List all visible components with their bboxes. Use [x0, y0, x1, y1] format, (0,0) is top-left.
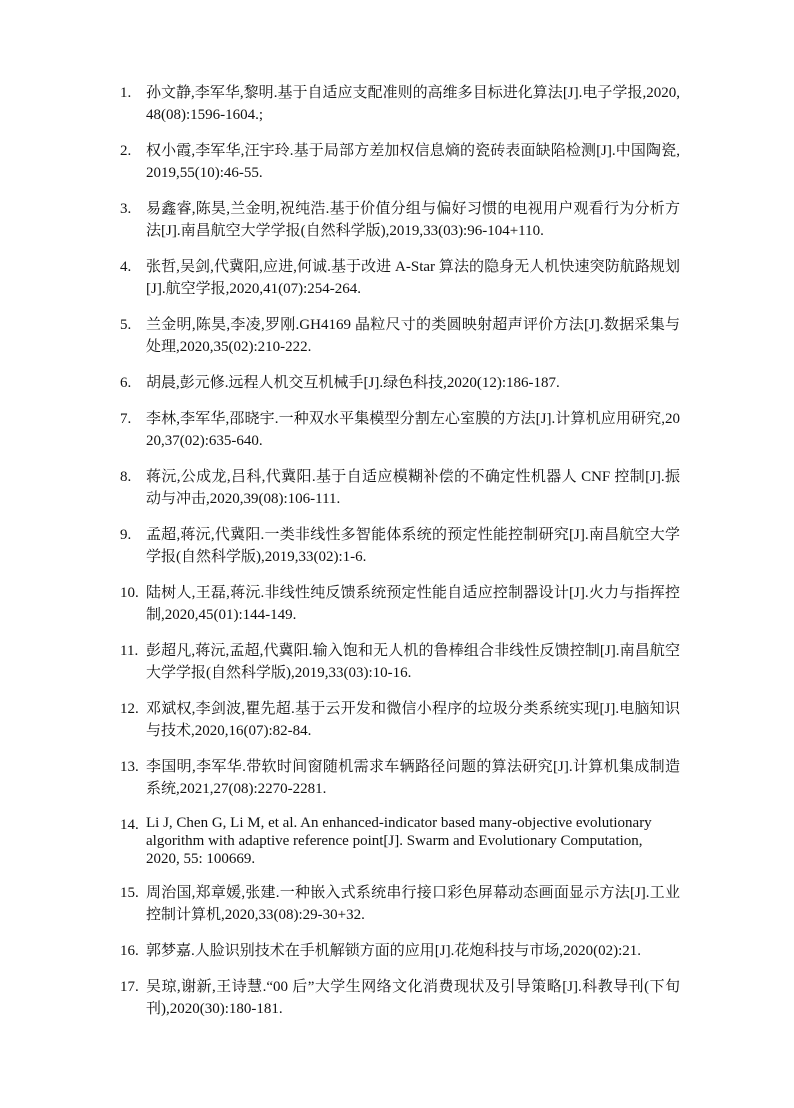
- reference-item: [120, 582, 680, 626]
- reference-text: 吴琼,谢新,王诗慧.“00 后”大学生网络文化消费现状及引导策略[J].科教导刊(下旬刊),2020(30):180-181.: [146, 979, 680, 1017]
- reference-item: [120, 756, 680, 800]
- reference-number: 1.: [120, 85, 132, 101]
- reference-item: [120, 314, 680, 358]
- reference-number: 10.: [120, 585, 139, 601]
- reference-item: [120, 256, 680, 300]
- reference-number: 14.: [120, 817, 139, 833]
- reference-number: 7.: [120, 411, 132, 427]
- reference-item: [120, 524, 680, 568]
- reference-text: 陆树人,王磊,蒋沅.非线性纯反馈系统预定性能自适应控制器设计[J].火力与指挥控制,2020,45(01):144-149.: [146, 585, 680, 623]
- reference-text: 张哲,吴剑,代冀阳,应进,何诚.基于改进 A-Star 算法的隐身无人机快速突防航路规划[J].航空学报,2020,41(07):254-264.: [146, 259, 680, 297]
- reference-list: [120, 82, 680, 1034]
- reference-text: 李国明,李军华.带软时间窗随机需求车辆路径问题的算法研究[J].计算机集成制造系统,2021,27(08):2270-2281.: [146, 759, 680, 797]
- reference-text: 权小霞,李军华,汪宇玲.基于局部方差加权信息熵的瓷砖表面缺陷检测[J].中国陶瓷,2019,55(10):46-55.: [146, 143, 680, 181]
- reference-text: 孙文静,李军华,黎明.基于自适应支配准则的高维多目标进化算法[J].电子学报,2020,48(08):1596-1604.;: [146, 85, 680, 123]
- reference-text: 胡晨,彭元修.远程人机交互机械手[J].绿色科技,2020(12):186-187.: [146, 375, 560, 391]
- reference-item: [120, 372, 680, 394]
- reference-item: [120, 882, 680, 926]
- reference-item: [120, 976, 680, 1020]
- reference-text: 李林,李军华,邵晓宇.一种双水平集模型分割左心室膜的方法[J].计算机应用研究,2020,37(02):635-640.: [146, 411, 680, 449]
- reference-text: 彭超凡,蒋沅,孟超,代冀阳.输入饱和无人机的鲁棒组合非线性反馈控制[J].南昌航空大学学报(自然科学版),2019,33(03):10-16.: [146, 643, 680, 681]
- reference-item: [120, 82, 680, 126]
- reference-number: 8.: [120, 469, 132, 485]
- reference-number: 2.: [120, 143, 132, 159]
- reference-number: 11.: [120, 643, 139, 659]
- reference-item: [120, 940, 680, 962]
- reference-item: [120, 466, 680, 510]
- reference-item: [120, 198, 680, 242]
- reference-number: 12.: [120, 701, 139, 717]
- reference-item: [120, 814, 680, 868]
- reference-item: [120, 408, 680, 452]
- reference-item: [120, 698, 680, 742]
- reference-text: 蒋沅,公成龙,吕科,代冀阳.基于自适应模糊补偿的不确定性机器人 CNF 控制[J].振动与冲击,2020,39(08):106-111.: [146, 469, 680, 507]
- reference-text: Li J, Chen G, Li M, et al. An enhanced-indicator based many-objective evolutionary algorithm with adaptive reference point[J]. Swarm and Evolutionary Computation, 2020, 55: 100669.: [146, 815, 652, 867]
- reference-text: 周治国,郑章媛,张建.一种嵌入式系统串行接口彩色屏幕动态画面显示方法[J].工业控制计算机,2020,33(08):29-30+32.: [146, 885, 680, 923]
- reference-number: 4.: [120, 259, 132, 275]
- reference-number: 5.: [120, 317, 132, 333]
- reference-number: 3.: [120, 201, 132, 217]
- reference-text: 孟超,蒋沅,代冀阳.一类非线性多智能体系统的预定性能控制研究[J].南昌航空大学学报(自然科学版),2019,33(02):1-6.: [146, 527, 680, 565]
- reference-text: 郭梦嘉.人脸识别技术在手机解锁方面的应用[J].花炮科技与市场,2020(02):21.: [146, 943, 641, 959]
- reference-number: 13.: [120, 759, 139, 775]
- reference-number: 15.: [120, 885, 139, 901]
- reference-text: 易鑫睿,陈昊,兰金明,祝纯浩.基于价值分组与偏好习惯的电视用户观看行为分析方法[J].南昌航空大学学报(自然科学版),2019,33(03):96-104+110.: [146, 201, 680, 239]
- reference-item: [120, 640, 680, 684]
- reference-number: 9.: [120, 527, 132, 543]
- reference-text: 兰金明,陈昊,李凌,罗刚.GH4169 晶粒尺寸的类圆映射超声评价方法[J].数据采集与处理,2020,35(02):210-222.: [146, 317, 680, 355]
- reference-text: 邓斌权,李剑波,瞿先超.基于云开发和微信小程序的垃圾分类系统实现[J].电脑知识与技术,2020,16(07):82-84.: [146, 701, 680, 739]
- reference-number: 16.: [120, 943, 139, 959]
- reference-number: 17.: [120, 979, 139, 995]
- reference-number: 6.: [120, 375, 132, 391]
- reference-item: [120, 140, 680, 184]
